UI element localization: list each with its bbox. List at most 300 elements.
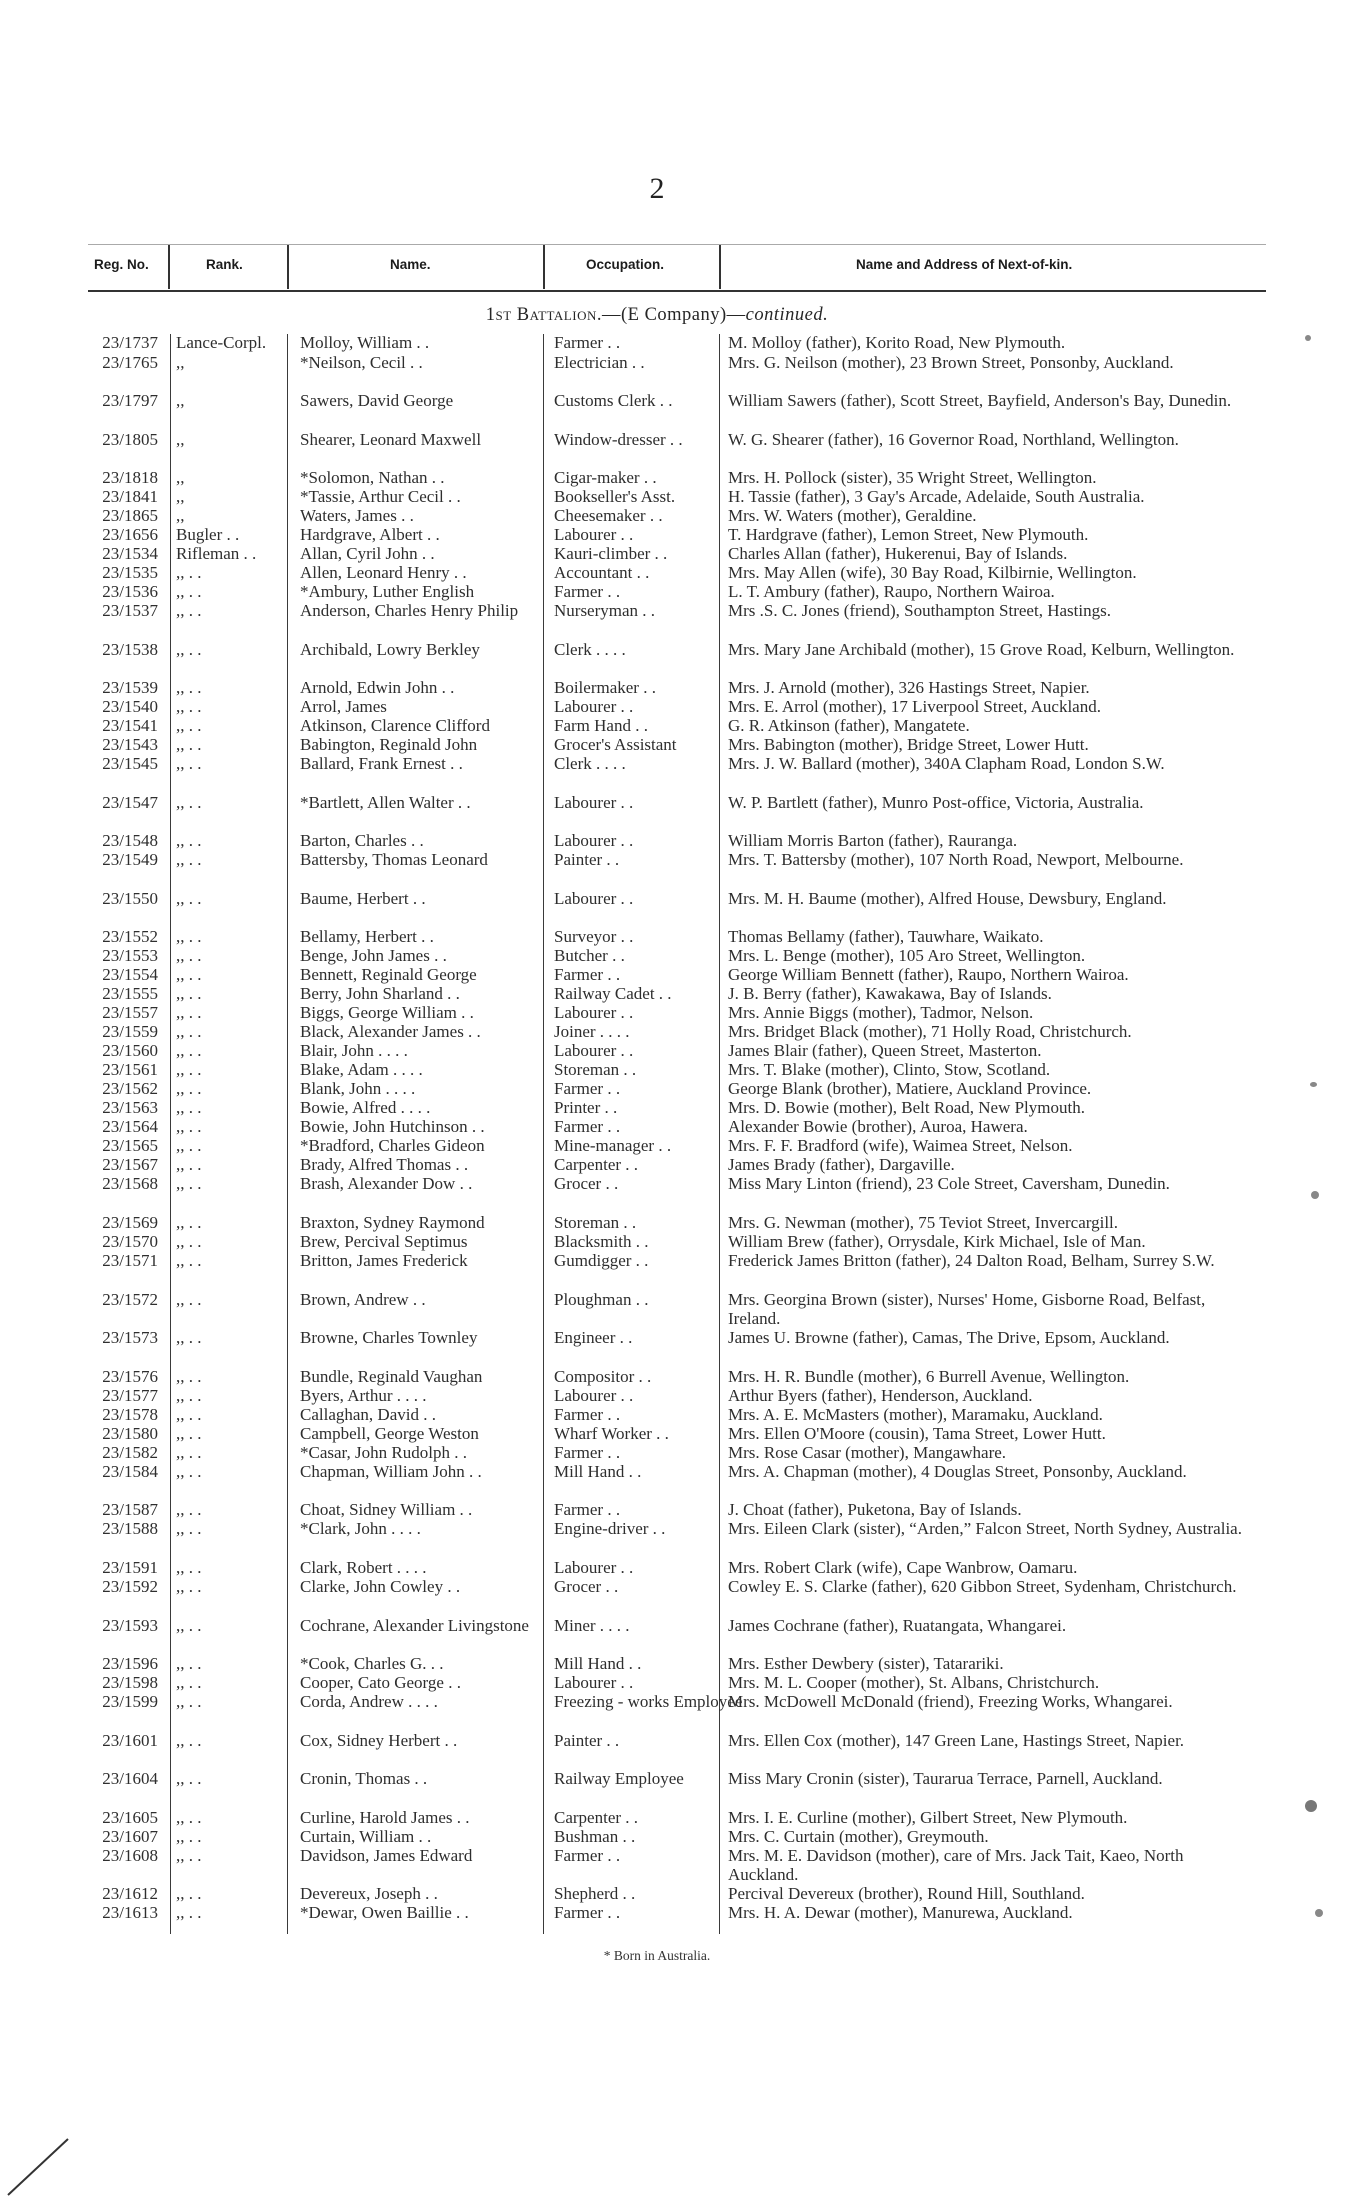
occupation: Gumdigger . . <box>554 1251 649 1270</box>
occupation: Mill Hand . . <box>554 1462 642 1481</box>
soldier-name: Hardgrave, Albert . . <box>300 525 440 544</box>
next-of-kin: Mrs. F. F. Bradford (wife), Waimea Street, Nelson. <box>728 1136 1073 1155</box>
next-of-kin: James Blair (father), Queen Street, Masterton. <box>728 1041 1042 1060</box>
next-of-kin: Mrs. A. E. McMasters (mother), Maramaku, Auckland. <box>728 1405 1103 1424</box>
soldier-name: Bundle, Reginald Vaughan <box>300 1367 483 1386</box>
rank: ,, . . <box>176 678 202 697</box>
next-of-kin: Mrs. D. Bowie (mother), Belt Road, New Plymouth. <box>728 1098 1085 1117</box>
soldier-name: Corda, Andrew . . . . <box>300 1692 438 1711</box>
reg-number: 23/1557 <box>102 1003 158 1022</box>
next-of-kin: L. T. Ambury (father), Raupo, Northern Wairoa. <box>728 582 1055 601</box>
soldier-name: *Ambury, Luther English <box>300 582 475 601</box>
next-of-kin: Mrs. T. Blake (mother), Clinto, Stow, Scotland. <box>728 1060 1051 1079</box>
ink-smudge <box>1311 1191 1319 1199</box>
occupation: Nurseryman . . <box>554 601 656 620</box>
rank: ,, . . <box>176 1558 202 1577</box>
occupation: Labourer . . <box>554 697 634 716</box>
footnote: * Born in Australia. <box>603 1948 711 1963</box>
soldier-name: Byers, Arthur . . . . <box>300 1386 427 1405</box>
rank: ,, . . <box>176 1519 202 1538</box>
soldier-name: Shearer, Leonard Maxwell <box>300 430 482 449</box>
next-of-kin: Arthur Byers (father), Henderson, Auckland. <box>728 1386 1033 1405</box>
reg-number: 23/1841 <box>102 487 158 506</box>
soldier-name: Brash, Alexander Dow . . <box>300 1174 473 1193</box>
next-of-kin: H. Tassie (father), 3 Gay's Arcade, Adelaide, South Australia. <box>728 487 1145 506</box>
rank: ,, . . <box>176 1328 202 1347</box>
next-of-kin: Mrs. E. Arrol (mother), 17 Liverpool Street, Auckland. <box>728 697 1101 716</box>
next-of-kin: Mrs. May Allen (wife), 30 Bay Road, Kilbirnie, Wellington. <box>728 563 1137 582</box>
reg-number: 23/1578 <box>102 1405 158 1424</box>
occupation: Cheesemaker . . <box>554 506 663 525</box>
occupation: Boilermaker . . <box>554 678 656 697</box>
next-of-kin: Mrs. H. A. Dewar (mother), Manurewa, Auckland. <box>728 1903 1073 1922</box>
reg-number: 23/1596 <box>102 1654 158 1673</box>
reg-number: 23/1797 <box>102 391 158 410</box>
occupation: Storeman . . <box>554 1213 637 1232</box>
rank: ,, . . <box>176 1808 202 1827</box>
soldier-name: Waters, James . . <box>300 506 414 525</box>
soldier-name: Choat, Sidney William . . <box>300 1500 473 1519</box>
next-of-kin: Mrs. Ellen Cox (mother), 147 Green Lane, Hastings Street, Napier. <box>728 1731 1185 1750</box>
next-of-kin: George Blank (brother), Matiere, Auckland Province. <box>728 1079 1092 1098</box>
soldier-name: Archibald, Lowry Berkley <box>300 640 480 659</box>
next-of-kin: W. P. Bartlett (father), Munro Post-office, Victoria, Australia. <box>728 793 1144 812</box>
rank: ,, . . <box>176 716 202 735</box>
reg-number: 23/1563 <box>102 1098 158 1117</box>
rank: ,, . . <box>176 1462 202 1481</box>
reg-number: 23/1571 <box>102 1251 158 1270</box>
header-rank: Rank. <box>206 257 243 272</box>
soldier-name: Anderson, Charles Henry Philip <box>300 601 519 620</box>
occupation: Wharf Worker . . <box>554 1424 669 1443</box>
next-of-kin: Mrs. M. H. Baume (mother), Alfred House, Dewsbury, England. <box>728 889 1167 908</box>
company-name: .—(E Company)— <box>596 305 746 325</box>
soldier-name: *Cook, Charles G. . . <box>300 1654 444 1673</box>
occupation: Labourer . . <box>554 1003 634 1022</box>
soldier-name: *Dewar, Owen Baillie . . <box>300 1903 469 1922</box>
rank: ,, <box>176 487 185 506</box>
next-of-kin: W. G. Shearer (father), 16 Governor Road, Northland, Wellington. <box>728 430 1179 449</box>
soldier-name: Arnold, Edwin John . . <box>300 678 455 697</box>
occupation: Farmer . . <box>554 1846 621 1865</box>
reg-number: 23/1612 <box>102 1884 158 1903</box>
rank: ,, . . <box>176 1673 202 1692</box>
reg-number: 23/1576 <box>102 1367 158 1386</box>
reg-number: 23/1584 <box>102 1462 158 1481</box>
header-reg-no: Reg. No. <box>94 257 149 272</box>
soldier-name: Blank, John . . . . <box>300 1079 416 1098</box>
occupation: Butcher . . <box>554 946 625 965</box>
reg-number: 23/1588 <box>102 1519 158 1538</box>
occupation: Engine-driver . . <box>554 1519 666 1538</box>
next-of-kin: Mrs. W. Waters (mother), Geraldine. <box>728 506 977 525</box>
occupation: Kauri-climber . . <box>554 544 668 563</box>
reg-number: 23/1536 <box>102 582 158 601</box>
next-of-kin: Mrs. C. Curtain (mother), Greymouth. <box>728 1827 989 1846</box>
header-occupation: Occupation. <box>586 257 665 272</box>
reg-number: 23/1591 <box>102 1558 158 1577</box>
reg-number: 23/1552 <box>102 927 158 946</box>
reg-number: 23/1539 <box>102 678 158 697</box>
rank: ,, . . <box>176 1846 202 1865</box>
next-of-kin: M. Molloy (father), Korito Road, New Plymouth. <box>728 333 1066 352</box>
occupation: Labourer . . <box>554 1673 634 1692</box>
rank: ,, . . <box>176 1443 202 1462</box>
pen-stroke <box>0 2125 80 2205</box>
reg-number: 23/1565 <box>102 1136 158 1155</box>
reg-number: 23/1592 <box>102 1577 158 1596</box>
occupation: Storeman . . <box>554 1060 637 1079</box>
soldier-name: *Casar, John Rudolph . . <box>300 1443 467 1462</box>
occupation: Farmer . . <box>554 1405 621 1424</box>
occupation: Labourer . . <box>554 831 634 850</box>
soldier-name: Benge, John James . . <box>300 946 447 965</box>
rank: ,, . . <box>176 1500 202 1519</box>
rank: ,, . . <box>176 1155 202 1174</box>
reg-number: 23/1549 <box>102 850 158 869</box>
occupation: Labourer . . <box>554 793 634 812</box>
soldier-name: Blake, Adam . . . . <box>300 1060 423 1079</box>
next-of-kin: William Brew (father), Orrysdale, Kirk Michael, Isle of Man. <box>728 1232 1146 1251</box>
occupation: Grocer . . <box>554 1577 619 1596</box>
occupation: Bookseller's Asst. <box>554 487 676 506</box>
occupation: Surveyor . . <box>554 927 634 946</box>
soldier-name: Browne, Charles Townley <box>300 1328 478 1347</box>
occupation: Labourer . . <box>554 525 634 544</box>
rank: ,, . . <box>176 1251 202 1270</box>
next-of-kin: Mrs. I. E. Curline (mother), Gilbert Street, New Plymouth. <box>728 1808 1128 1827</box>
continued-label: continued. <box>745 305 829 325</box>
rank: ,, . . <box>176 889 202 908</box>
soldier-name: Devereux, Joseph . . <box>300 1884 438 1903</box>
reg-number: 23/1818 <box>102 468 158 487</box>
rank: ,, . . <box>176 1079 202 1098</box>
soldier-name: Bowie, John Hutchinson . . <box>300 1117 485 1136</box>
rank: ,, . . <box>176 1003 202 1022</box>
reg-number: 23/1580 <box>102 1424 158 1443</box>
soldier-name: Ballard, Frank Ernest . . <box>300 754 463 773</box>
next-of-kin: Mrs. Bridget Black (mother), 71 Holly Road, Christchurch. <box>728 1022 1132 1041</box>
rank: ,, . . <box>176 1041 202 1060</box>
rank: ,, . . <box>176 1577 202 1596</box>
next-of-kin: George William Bennett (father), Raupo, Northern Wairoa. <box>728 965 1129 984</box>
soldier-name: *Solomon, Nathan . . <box>300 468 445 487</box>
header-next-of-kin: Name and Address of Next-of-kin. <box>856 257 1073 272</box>
next-of-kin: Mrs. H. Pollock (sister), 35 Wright Street, Wellington. <box>728 468 1097 487</box>
reg-number: 23/1570 <box>102 1232 158 1251</box>
rank: ,, . . <box>176 1827 202 1846</box>
rank: ,, . . <box>176 1117 202 1136</box>
next-of-kin: Mrs. Georgina Brown (sister), Nurses' Home, Gisborne Road, Belfast, Ireland. <box>728 1290 1206 1328</box>
rank: ,, . . <box>176 1424 202 1443</box>
reg-number: 23/1805 <box>102 430 158 449</box>
occupation: Bushman . . <box>554 1827 636 1846</box>
soldier-name: Cronin, Thomas . . <box>300 1769 428 1788</box>
occupation: Joiner . . . . <box>554 1022 630 1041</box>
rank: ,, . . <box>176 1232 202 1251</box>
next-of-kin: Mrs. G. Newman (mother), 75 Teviot Street, Invercargill. <box>728 1213 1119 1232</box>
reg-number: 23/1550 <box>102 889 158 908</box>
next-of-kin: James Brady (father), Dargaville. <box>728 1155 955 1174</box>
soldier-name: Cochrane, Alexander Livingstone <box>300 1616 529 1635</box>
ink-smudge <box>1315 1909 1323 1917</box>
rank: ,, . . <box>176 1884 202 1903</box>
reg-number: 23/1598 <box>102 1673 158 1692</box>
occupation: Mill Hand . . <box>554 1654 642 1673</box>
next-of-kin: T. Hardgrave (father), Lemon Street, New Plymouth. <box>728 525 1089 544</box>
next-of-kin: Mrs. J. Arnold (mother), 326 Hastings Street, Napier. <box>728 678 1090 697</box>
next-of-kin: Frederick James Britton (father), 24 Dalton Road, Belham, Surrey S.W. <box>728 1251 1215 1270</box>
occupation: Farmer . . <box>554 965 621 984</box>
reg-number: 23/1601 <box>102 1731 158 1750</box>
reg-number: 23/1865 <box>102 506 158 525</box>
reg-number: 23/1547 <box>102 793 158 812</box>
soldier-name: Britton, James Frederick <box>300 1251 468 1270</box>
rank: ,, . . <box>176 735 202 754</box>
occupation: Painter . . <box>554 1731 620 1750</box>
next-of-kin: Percival Devereux (brother), Round Hill, Southland. <box>728 1884 1085 1903</box>
occupation: Freezing - works Employee <box>554 1692 743 1711</box>
soldier-name: Curtain, William . . <box>300 1827 432 1846</box>
ink-smudge <box>1305 335 1311 341</box>
soldier-name: Blair, John . . . . <box>300 1041 408 1060</box>
rank: ,, . . <box>176 1616 202 1635</box>
soldier-name: Allen, Leonard Henry . . <box>300 563 467 582</box>
occupation: Farmer . . <box>554 1079 621 1098</box>
reg-number: 23/1537 <box>102 601 158 620</box>
next-of-kin: G. R. Atkinson (father), Mangatete. <box>728 716 970 735</box>
next-of-kin: Mrs. Robert Clark (wife), Cape Wanbrow, Oamaru. <box>728 1558 1078 1577</box>
occupation: Shepherd . . <box>554 1884 636 1903</box>
occupation: Miner . . . . <box>554 1616 630 1635</box>
next-of-kin: Mrs. Babington (mother), Bridge Street, Lower Hutt. <box>728 735 1089 754</box>
reg-number: 23/1587 <box>102 1500 158 1519</box>
next-of-kin: Thomas Bellamy (father), Tauwhare, Waikato. <box>728 927 1044 946</box>
reg-number: 23/1538 <box>102 640 158 659</box>
rank: ,, . . <box>176 927 202 946</box>
reg-number: 23/1582 <box>102 1443 158 1462</box>
reg-number: 23/1559 <box>102 1022 158 1041</box>
occupation: Painter . . <box>554 850 620 869</box>
occupation: Accountant . . <box>554 563 650 582</box>
next-of-kin: Mrs. M. E. Davidson (mother), care of Mrs. Jack Tait, Kaeo, North Auckland. <box>728 1846 1184 1884</box>
soldier-name: Battersby, Thomas Leonard <box>300 850 488 869</box>
rank: ,, . . <box>176 984 202 1003</box>
rank: ,, . . <box>176 640 202 659</box>
next-of-kin: Charles Allan (father), Hukerenui, Bay of Islands. <box>728 544 1068 563</box>
occupation: Railway Cadet . . <box>554 984 672 1003</box>
rank: ,, . . <box>176 1769 202 1788</box>
reg-number: 23/1656 <box>102 525 158 544</box>
next-of-kin: Mrs. McDowell McDonald (friend), Freezing Works, Whangarei. <box>728 1692 1173 1711</box>
occupation: Grocer's Assistant <box>554 735 677 754</box>
rank: Rifleman . . <box>176 544 257 563</box>
rank: ,, . . <box>176 582 202 601</box>
occupation: Labourer . . <box>554 1558 634 1577</box>
rank: ,, . . <box>176 1903 202 1922</box>
soldier-name: Callaghan, David . . <box>300 1405 436 1424</box>
reg-number: 23/1765 <box>102 353 158 372</box>
soldier-name: Bellamy, Herbert . . <box>300 927 434 946</box>
soldier-name: Braxton, Sydney Raymond <box>300 1213 485 1232</box>
reg-number: 23/1562 <box>102 1079 158 1098</box>
occupation: Window-dresser . . <box>554 430 683 449</box>
reg-number: 23/1572 <box>102 1290 158 1309</box>
rank: ,, <box>176 430 185 449</box>
soldier-name: *Bradford, Charles Gideon <box>300 1136 485 1155</box>
occupation: Clerk . . . . <box>554 754 626 773</box>
next-of-kin: Mrs. L. Benge (mother), 105 Aro Street, Wellington. <box>728 946 1086 965</box>
soldier-name: *Clark, John . . . . <box>300 1519 421 1538</box>
occupation: Carpenter . . <box>554 1808 639 1827</box>
next-of-kin: Mrs. Eileen Clark (sister), “Arden,” Falcon Street, North Sydney, Australia. <box>728 1519 1242 1538</box>
soldier-name: Davidson, James Edward <box>300 1846 473 1865</box>
rank: ,, . . <box>176 1386 202 1405</box>
rank: ,, . . <box>176 1213 202 1232</box>
soldier-name: *Neilson, Cecil . . <box>300 353 423 372</box>
next-of-kin: Mrs. Ellen O'Moore (cousin), Tama Street, Lower Hutt. <box>728 1424 1106 1443</box>
occupation: Engineer . . <box>554 1328 633 1347</box>
soldier-name: Brew, Percival Septimus <box>300 1232 468 1251</box>
soldier-name: *Tassie, Arthur Cecil . . <box>300 487 461 506</box>
occupation: Farmer . . <box>554 582 621 601</box>
reg-number: 23/1593 <box>102 1616 158 1635</box>
page-number: 2 <box>649 172 665 205</box>
occupation: Grocer . . <box>554 1174 619 1193</box>
soldier-name: *Bartlett, Allen Walter . . <box>300 793 471 812</box>
next-of-kin: Miss Mary Linton (friend), 23 Cole Street, Caversham, Dunedin. <box>728 1174 1170 1193</box>
soldier-name: Biggs, George William . . <box>300 1003 474 1022</box>
next-of-kin: Mrs. A. Chapman (mother), 4 Douglas Street, Ponsonby, Auckland. <box>728 1462 1187 1481</box>
ink-smudge <box>1305 1800 1317 1812</box>
reg-number: 23/1605 <box>102 1808 158 1827</box>
soldier-name: Campbell, George Weston <box>300 1424 479 1443</box>
reg-number: 23/1555 <box>102 984 158 1003</box>
occupation: Printer . . <box>554 1098 618 1117</box>
rank: ,, . . <box>176 754 202 773</box>
soldier-name: Black, Alexander James . . <box>300 1022 481 1041</box>
next-of-kin: Mrs. G. Neilson (mother), 23 Brown Street, Ponsonby, Auckland. <box>728 353 1174 372</box>
occupation: Railway Employee <box>554 1769 684 1788</box>
next-of-kin: Mrs. Rose Casar (mother), Mangawhare. <box>728 1443 1007 1462</box>
reg-number: 23/1543 <box>102 735 158 754</box>
rank: Bugler . . <box>176 525 240 544</box>
rank: ,, . . <box>176 1405 202 1424</box>
occupation: Mine-manager . . <box>554 1136 672 1155</box>
rank: ,, . . <box>176 1174 202 1193</box>
soldier-name: Barton, Charles . . <box>300 831 424 850</box>
rank: ,, . . <box>176 601 202 620</box>
reg-number: 23/1567 <box>102 1155 158 1174</box>
next-of-kin: Alexander Bowie (brother), Auroa, Hawera. <box>728 1117 1028 1136</box>
next-of-kin: Mrs. Mary Jane Archibald (mother), 15 Grove Road, Kelburn, Wellington. <box>728 640 1235 659</box>
next-of-kin: Mrs. Annie Biggs (mother), Tadmor, Nelson. <box>728 1003 1034 1022</box>
next-of-kin: James Cochrane (father), Ruatangata, Whangarei. <box>728 1616 1067 1635</box>
occupation: Clerk . . . . <box>554 640 626 659</box>
soldier-name: Chapman, William John . . <box>300 1462 482 1481</box>
rank: ,, . . <box>176 1290 202 1309</box>
next-of-kin: J. Choat (father), Puketona, Bay of Islands. <box>728 1500 1022 1519</box>
reg-number: 23/1561 <box>102 1060 158 1079</box>
occupation: Farmer . . <box>554 1903 621 1922</box>
soldier-name: Cox, Sidney Herbert . . <box>300 1731 458 1750</box>
soldier-name: Clarke, John Cowley . . <box>300 1577 461 1596</box>
rank: ,, . . <box>176 1731 202 1750</box>
rank: ,, . . <box>176 1654 202 1673</box>
occupation: Carpenter . . <box>554 1155 639 1174</box>
next-of-kin: J. B. Berry (father), Kawakawa, Bay of Islands. <box>728 984 1052 1003</box>
reg-number: 23/1613 <box>102 1903 158 1922</box>
rank: ,, . . <box>176 965 202 984</box>
rank: ,, <box>176 468 185 487</box>
occupation: Farmer . . <box>554 1443 621 1462</box>
reg-number: 23/1553 <box>102 946 158 965</box>
reg-number: 23/1608 <box>102 1846 158 1865</box>
next-of-kin: Mrs. J. W. Ballard (mother), 340A Clapham Road, London S.W. <box>728 754 1165 773</box>
occupation: Labourer . . <box>554 1386 634 1405</box>
soldier-name: Allan, Cyril John . . <box>300 544 435 563</box>
soldier-name: Curline, Harold James . . <box>300 1808 470 1827</box>
next-of-kin: James U. Browne (father), Camas, The Drive, Epsom, Auckland. <box>728 1328 1170 1347</box>
soldier-name: Bowie, Alfred . . . . <box>300 1098 431 1117</box>
rank: ,, . . <box>176 1136 202 1155</box>
reg-number: 23/1541 <box>102 716 158 735</box>
soldier-name: Baume, Herbert . . <box>300 889 426 908</box>
soldier-name: Brown, Andrew . . <box>300 1290 426 1309</box>
reg-number: 23/1535 <box>102 563 158 582</box>
soldier-name: Atkinson, Clarence Clifford <box>300 716 490 735</box>
occupation: Farmer . . <box>554 1500 621 1519</box>
reg-number: 23/1607 <box>102 1827 158 1846</box>
rank: ,, . . <box>176 1692 202 1711</box>
rank: ,, . . <box>176 850 202 869</box>
occupation: Farmer . . <box>554 1117 621 1136</box>
rank: ,, <box>176 391 185 410</box>
occupation: Cigar-maker . . <box>554 468 657 487</box>
occupation: Farm Hand . . <box>554 716 648 735</box>
occupation: Ploughman . . <box>554 1290 649 1309</box>
reg-number: 23/1568 <box>102 1174 158 1193</box>
rank: ,, . . <box>176 1367 202 1386</box>
soldier-name: Berry, John Sharland . . <box>300 984 460 1003</box>
next-of-kin: Mrs. T. Battersby (mother), 107 North Road, Newport, Melbourne. <box>728 850 1184 869</box>
reg-number: 23/1573 <box>102 1328 158 1347</box>
next-of-kin: William Sawers (father), Scott Street, Bayfield, Anderson's Bay, Dunedin. <box>728 391 1232 410</box>
ink-smudge <box>1310 1082 1317 1087</box>
reg-number: 23/1540 <box>102 697 158 716</box>
reg-number: 23/1548 <box>102 831 158 850</box>
soldier-name: Babington, Reginald John <box>300 735 478 754</box>
occupation: Labourer . . <box>554 1041 634 1060</box>
occupation: Electrician . . <box>554 353 645 372</box>
soldier-name: Cooper, Cato George . . <box>300 1673 461 1692</box>
soldier-name: Brady, Alfred Thomas . . <box>300 1155 469 1174</box>
reg-number: 23/1599 <box>102 1692 158 1711</box>
rank: ,, . . <box>176 831 202 850</box>
battalion-name: 1st Battalion <box>485 305 597 325</box>
occupation: Labourer . . <box>554 889 634 908</box>
reg-number: 23/1560 <box>102 1041 158 1060</box>
next-of-kin: Mrs .S. C. Jones (friend), Southampton Street, Hastings. <box>728 601 1111 620</box>
rank: ,, . . <box>176 1060 202 1079</box>
rank: ,, <box>176 353 185 372</box>
occupation: Customs Clerk . . <box>554 391 673 410</box>
next-of-kin: Mrs. M. L. Cooper (mother), St. Albans, Christchurch. <box>728 1673 1100 1692</box>
rank: ,, . . <box>176 697 202 716</box>
rank: ,, <box>176 506 185 525</box>
reg-number: 23/1577 <box>102 1386 158 1405</box>
rank: ,, . . <box>176 946 202 965</box>
